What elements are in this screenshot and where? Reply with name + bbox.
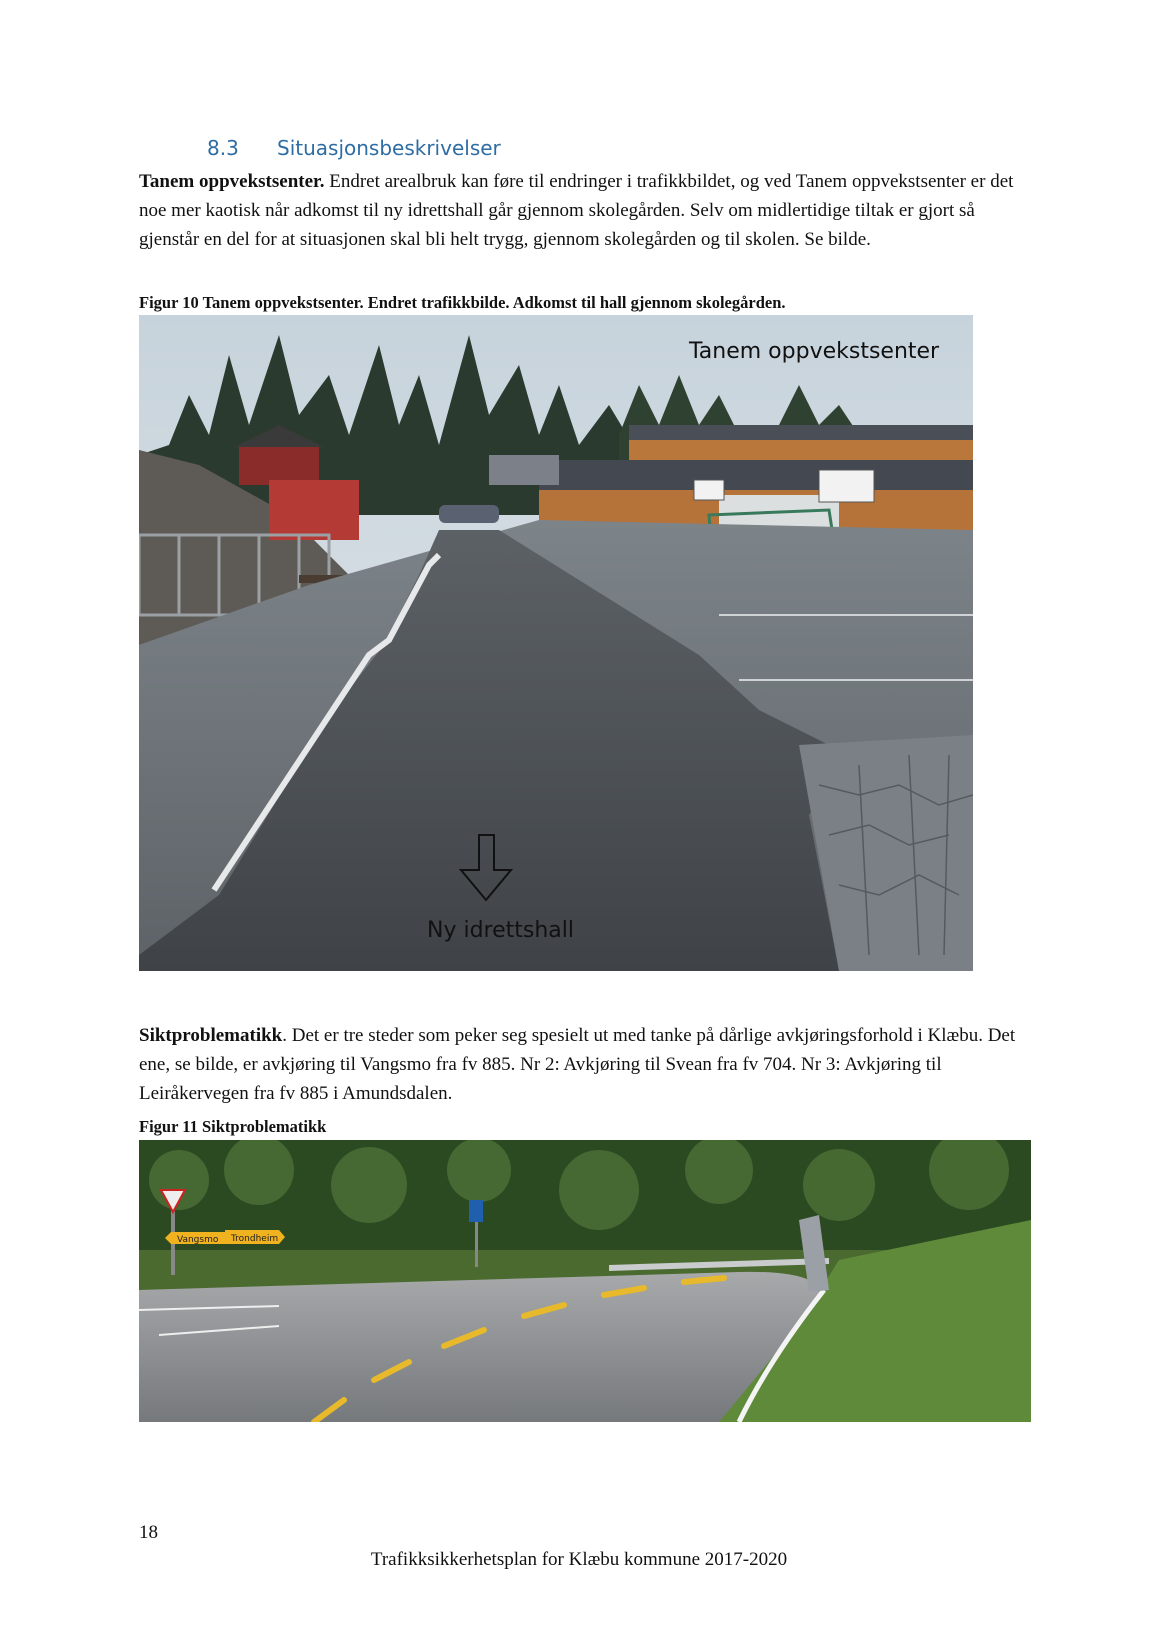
paragraph-text: . Det er tre steder som peker seg spesielt ut med tanke på dårlige avkjøringsforhold i Klæbu. Det ene, se bilde, er avkjøring til Vangsmo fra fv 885. Nr 2: Avkjøring til Svean fra fv 704. Nr 3: Avkjøring til Leiråkervegen fra fv 885 i Amundsdalen. (139, 1025, 1016, 1104)
figure-10-label-bottom: Ny idrettshall (427, 918, 575, 943)
figure-11-caption: Figur 11 Siktproblematikk (139, 1117, 327, 1136)
sign-vangsmo: Vangsmo (177, 1235, 219, 1245)
page-footer: Trafikksikkerhetsplan for Klæbu kommune 2017-2020 (370, 1549, 788, 1570)
paragraph-text: Endret arealbruk kan føre til endringer i trafikkbildet, og ved Tanem oppvekstsenter er det noe mer kaotisk når adkomst til ny idrettshall går gjennom skolegården. Selv om midlertidige tiltak er gjort så gjenstår en del for at situasjonen skal bli helt trygg, gjennom skolegården og til skolen. Se bilde. (139, 171, 1014, 250)
paragraph-tanem (139, 167, 1029, 254)
figure-10-caption: Figur 10 Tanem oppvekstsenter. Endret trafikkbilde. Adkomst til hall gjennom skolegården. (139, 293, 786, 312)
paragraph-sikt (139, 1021, 1029, 1108)
page-number: 18 (139, 1522, 158, 1543)
figure-10-photo (139, 315, 973, 971)
paragraph-lead: Siktproblematikk (139, 1025, 283, 1046)
section-heading (207, 136, 501, 160)
sign-trondheim: Trondheim (231, 1234, 279, 1244)
section-title: Situasjonsbeskrivelser (277, 136, 501, 160)
paragraph-lead: Tanem oppvekstsenter. (139, 171, 325, 192)
section-number: 8.3 (207, 136, 239, 160)
figure-11-photo (139, 1140, 1031, 1422)
figure-10-label-top: Tanem oppvekstsenter (689, 339, 940, 364)
